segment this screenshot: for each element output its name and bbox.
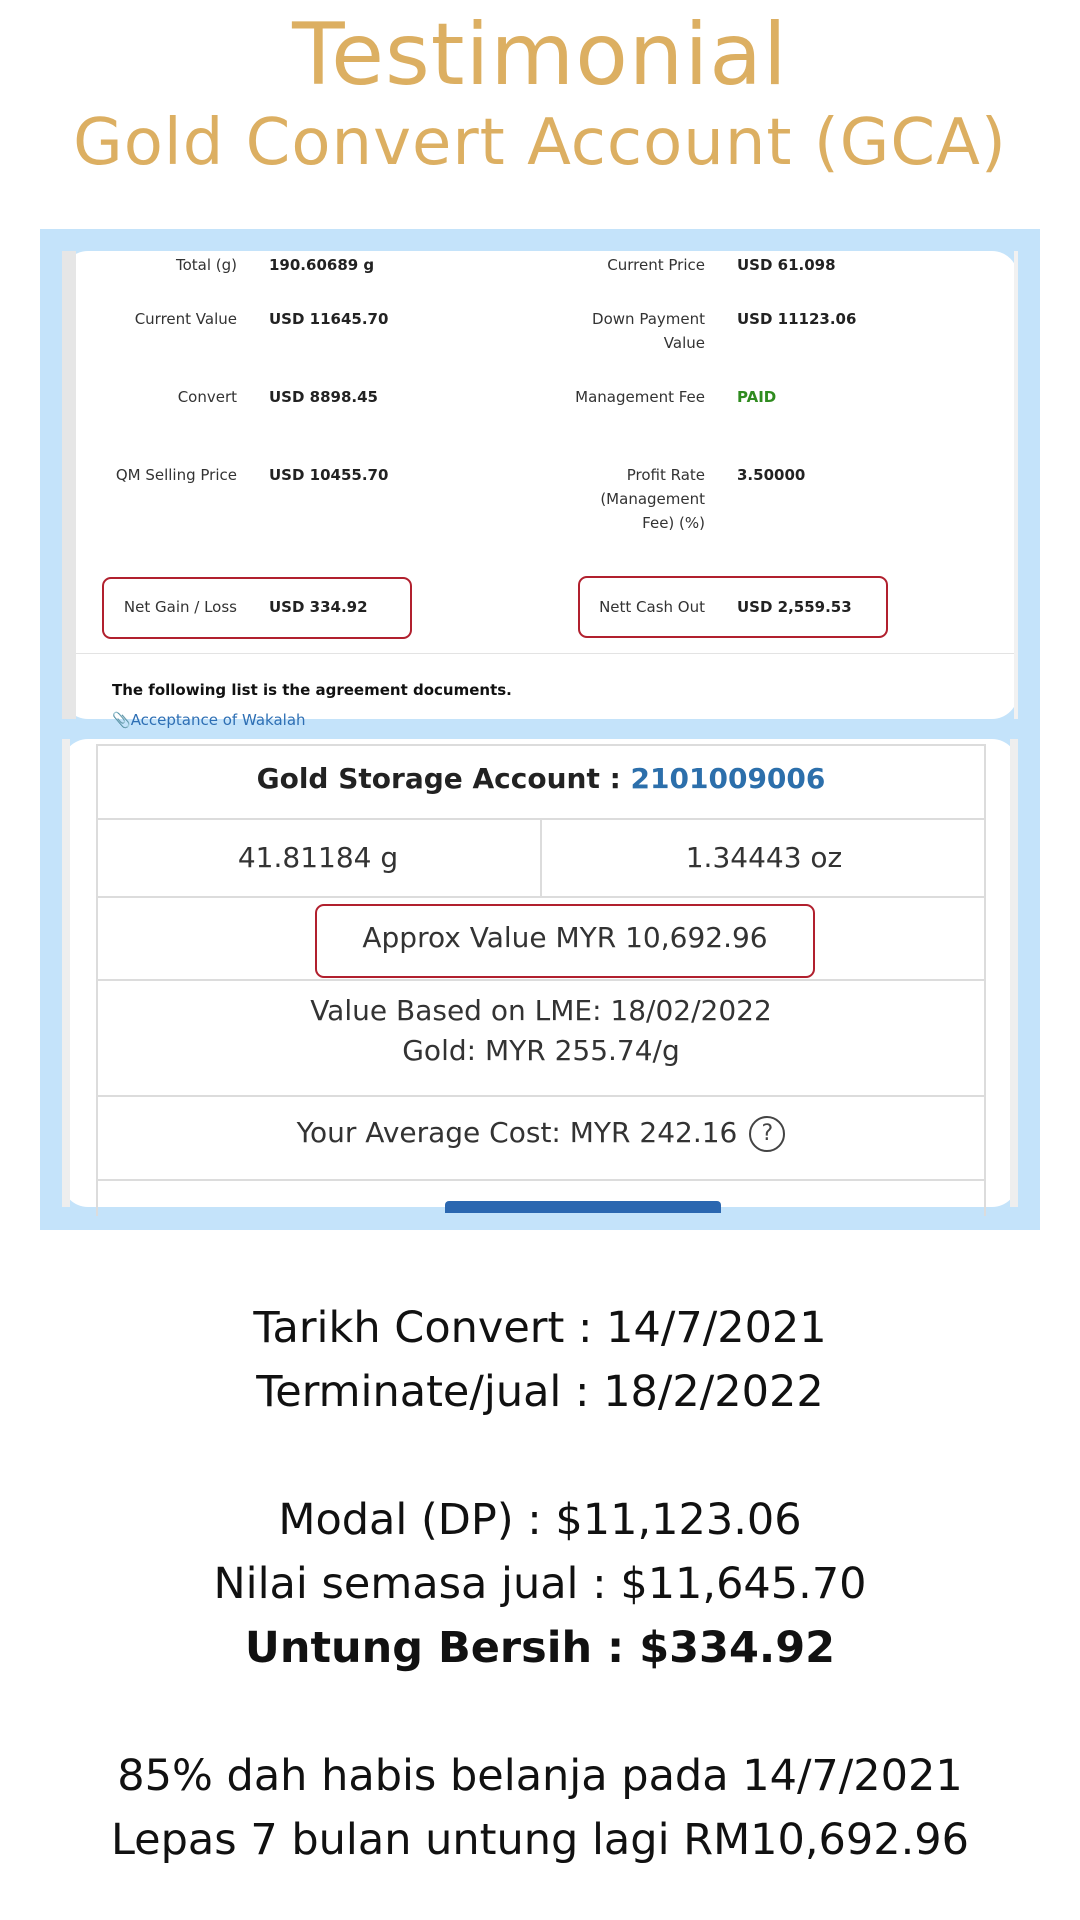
down-payment-value: USD 11123.06 [737, 310, 857, 328]
management-fee-label: Management Fee [575, 388, 705, 406]
net-profit: Untung Bersih : $334.92 [244, 1623, 836, 1673]
capital: Modal (DP) : $11,123.06 [278, 1495, 802, 1545]
subtitle: Gold Convert Account (GCA) [73, 106, 1007, 180]
row-divider [96, 1095, 986, 1097]
net-gain-value: USD 334.92 [269, 598, 368, 616]
gold-storage-card [62, 739, 1018, 1207]
account-details-card [62, 251, 1018, 729]
gold-grams: 41.81184 g [237, 841, 399, 874]
current-price-value: USD 61.098 [737, 256, 836, 274]
action-button[interactable] [445, 1201, 721, 1213]
scrollbar-left [62, 251, 76, 719]
documents-title: The following list is the agreement documents. [112, 681, 512, 699]
sell-value: Nilai semasa jual : $11,645.70 [213, 1559, 867, 1609]
help-icon[interactable]: ? [749, 1116, 785, 1152]
gold-storage-header [96, 759, 986, 799]
current-price-label: Current Price [607, 256, 705, 274]
card-edge-left [62, 739, 70, 1207]
terminate-date: Terminate/jual : 18/2/2022 [256, 1367, 824, 1417]
current-value-value: USD 11645.70 [269, 310, 389, 328]
note-line-1: 85% dah habis belanja pada 14/7/2021 [117, 1751, 963, 1801]
note-line-2: Lepas 7 bulan untung lagi RM10,692.96 [110, 1815, 970, 1865]
net-gain-label: Net Gain / Loss [123, 598, 237, 616]
qm-selling-price-value: USD 10455.70 [269, 466, 389, 484]
total-label: Total (g) [175, 256, 237, 274]
screenshot-frame [40, 229, 1040, 1230]
gold-ounces: 1.34443 oz [685, 841, 843, 874]
gold-storage-account-number: 2101009006 [630, 762, 826, 795]
card-edge-right [1010, 739, 1018, 1207]
gold-price: Gold: MYR 255.74/g [402, 1034, 680, 1067]
management-fee-value: PAID [737, 388, 777, 406]
document-link-label: Acceptance of Wakalah [130, 711, 306, 729]
total-value: 190.60689 g [269, 256, 375, 274]
row-divider [96, 979, 986, 981]
profit-rate-label: Profit Rate (Management Fee) (%) [600, 466, 705, 532]
paperclip-icon: 📎 [112, 711, 131, 729]
lme-date: Value Based on LME: 18/02/2022 [310, 994, 772, 1027]
title: Testimonial [292, 5, 788, 105]
nett-cash-out-label: Nett Cash Out [599, 598, 705, 616]
average-cost-row [96, 1113, 986, 1153]
profit-rate-value: 3.50000 [737, 466, 806, 484]
row-divider [96, 1179, 986, 1181]
approx-value: Approx Value MYR 10,692.96 [362, 921, 768, 954]
current-value-label: Current Value [134, 310, 237, 328]
convert-label: Convert [177, 388, 237, 406]
convert-value: USD 8898.45 [269, 388, 378, 406]
nett-cash-out-value: USD 2,559.53 [737, 598, 852, 616]
row-divider [96, 896, 986, 898]
convert-date: Tarikh Convert : 14/7/2021 [253, 1303, 827, 1353]
down-payment-label: Down Payment Value [592, 310, 705, 352]
qm-selling-price-label: QM Selling Price [115, 466, 237, 484]
acceptance-of-wakalah-link[interactable] [112, 711, 306, 729]
average-cost: Your Average Cost: MYR 242.16 [296, 1116, 738, 1149]
divider [76, 653, 1014, 654]
gold-storage-label: Gold Storage Account : [256, 762, 631, 795]
scrollbar-right [1014, 251, 1018, 719]
